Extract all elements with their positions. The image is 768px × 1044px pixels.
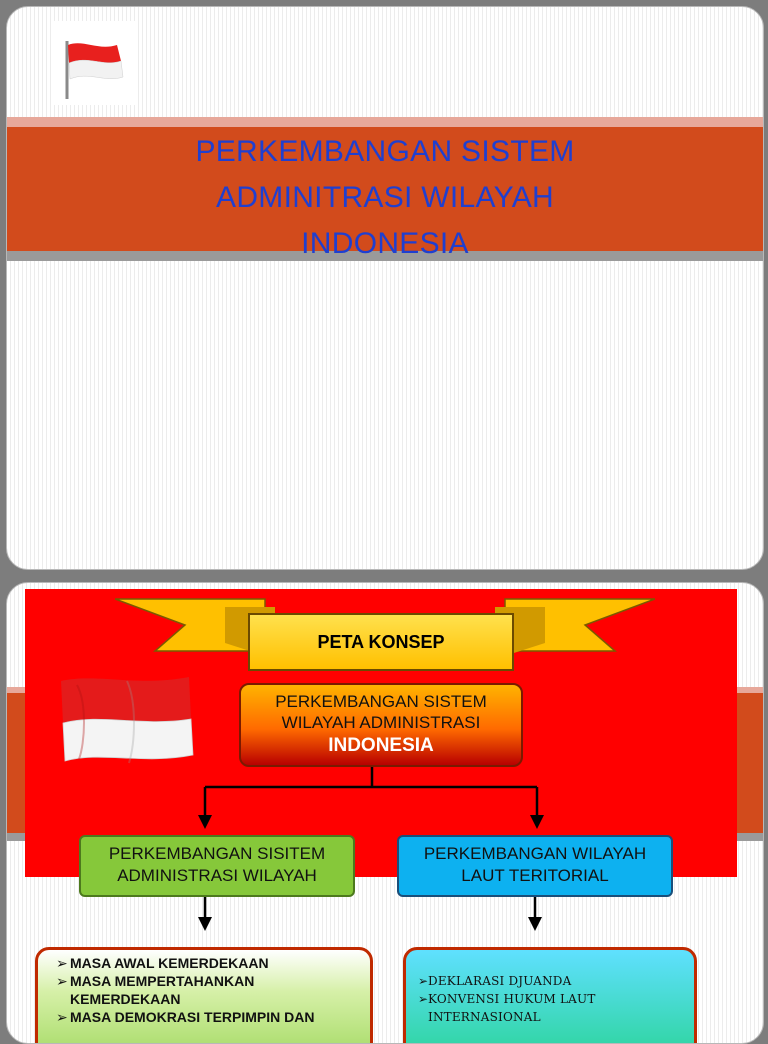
list-item: ➢ KONVENSI HUKUM LAUT INTERNASIONAL — [418, 992, 596, 1024]
list-item: ➢ MASA DEMOKRASI TERPIMPIN DAN — [56, 1009, 315, 1025]
slide-title-line1: PERKEMBANGAN SISTEM — [195, 135, 575, 168]
arrow-bullet-icon: ➢ — [56, 1009, 68, 1025]
title-slide — [6, 6, 764, 570]
main-concept-box — [239, 683, 523, 767]
arrow-bullet-icon: ➢ — [418, 974, 429, 988]
list-item: ➢ DEKLARASI DJUANDA — [418, 974, 572, 988]
slide-title-line3: INDONESIA — [301, 227, 469, 260]
admin-box-line2: ADMINISTRASI WILAYAH — [117, 866, 317, 885]
sea-law-list — [403, 947, 697, 1044]
admin-periods-list — [35, 947, 373, 1044]
slide-title — [7, 129, 763, 267]
sea-territory-box — [397, 835, 673, 897]
main-concept-line3: INDONESIA — [328, 735, 434, 756]
indonesia-flag-icon — [57, 673, 197, 765]
title-band-top — [7, 117, 763, 127]
admin-development-box — [79, 835, 355, 897]
list-item: ➢ MASA MEMPERTAHANKAN KEMERDEKAAN — [56, 973, 255, 1007]
indonesia-flag-icon — [53, 21, 137, 105]
arrow-bullet-icon: ➢ — [56, 955, 68, 971]
admin-box-line1: PERKEMBANGAN SISITEM — [108, 844, 326, 863]
concept-map-slide — [6, 582, 764, 1044]
main-concept-line1: PERKEMBANGAN SISTEM — [275, 692, 487, 711]
arrow-bullet-icon: ➢ — [56, 973, 68, 989]
slide-title-line2: ADMINITRASI WILAYAH — [216, 181, 554, 214]
sea-box-line2: LAUT TERITORIAL — [461, 866, 609, 885]
peta-konsep-header: PETA KONSEP — [248, 613, 514, 671]
list-item: ➢ MASA AWAL KEMERDEKAAN — [56, 955, 269, 971]
arrow-bullet-icon: ➢ — [418, 992, 429, 1006]
sea-box-line1: PERKEMBANGAN WILAYAH — [423, 844, 647, 863]
main-concept-line2: WILAYAH ADMINISTRASI — [281, 713, 481, 732]
